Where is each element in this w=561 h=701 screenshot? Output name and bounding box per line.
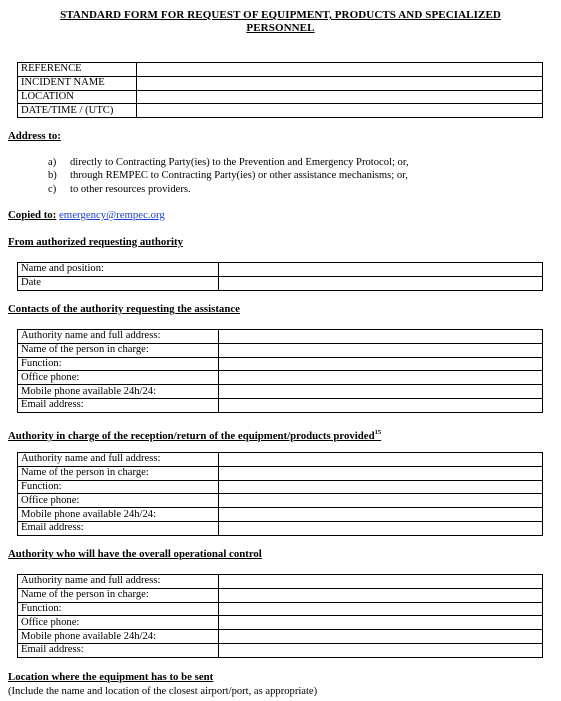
form-title-line-2: PERSONNEL bbox=[246, 22, 315, 34]
table-row bbox=[18, 263, 543, 277]
mobile-phone-label: Mobile phone available 24h/24: bbox=[18, 630, 219, 644]
table-row bbox=[18, 616, 543, 630]
mobile-phone-label: Mobile phone available 24h/24: bbox=[18, 508, 219, 522]
operational-heading: Authority who will have the overall operational control bbox=[8, 548, 262, 560]
mobile-phone-label: Mobile phone available 24h/24: bbox=[18, 385, 219, 399]
email-label: Email address: bbox=[18, 643, 219, 657]
mobile-phone-field[interactable] bbox=[219, 385, 543, 399]
function-label: Function: bbox=[18, 480, 219, 494]
office-phone-field[interactable] bbox=[219, 371, 543, 385]
email-field[interactable] bbox=[219, 521, 543, 535]
authority-name-label: Authority name and full address: bbox=[18, 453, 219, 467]
authorized-table bbox=[17, 262, 543, 291]
table-row bbox=[18, 602, 543, 616]
table-row bbox=[18, 630, 543, 644]
reception-table bbox=[17, 452, 543, 536]
address-to-heading: Address to: bbox=[8, 130, 61, 142]
function-field[interactable] bbox=[219, 480, 543, 494]
form-title-line-1: STANDARD FORM FOR REQUEST OF EQUIPMENT, PRODUCTS AND SPECIALIZED bbox=[60, 9, 501, 21]
function-label: Function: bbox=[18, 602, 219, 616]
table-row bbox=[18, 357, 543, 371]
reception-heading-text: Authority in charge of the reception/return of the equipment/products provided bbox=[8, 430, 375, 442]
authority-name-label: Authority name and full address: bbox=[18, 575, 219, 589]
office-phone-field[interactable] bbox=[219, 494, 543, 508]
table-row bbox=[18, 575, 543, 589]
table-row bbox=[18, 494, 543, 508]
table-row bbox=[18, 508, 543, 522]
incident-name-field[interactable] bbox=[137, 76, 543, 90]
function-label: Function: bbox=[18, 357, 219, 371]
list-item bbox=[48, 156, 409, 169]
datetime-field[interactable] bbox=[137, 104, 543, 118]
incident-name-label: INCIDENT NAME bbox=[18, 76, 137, 90]
authorized-heading: From authorized requesting authority bbox=[8, 236, 184, 248]
office-phone-field[interactable] bbox=[219, 616, 543, 630]
contacts-table bbox=[17, 329, 543, 413]
datetime-label: DATE/TIME / (UTC) bbox=[18, 104, 137, 118]
table-row bbox=[18, 330, 543, 344]
email-field[interactable] bbox=[219, 398, 543, 412]
copied-to-label: Copied to: bbox=[8, 209, 57, 221]
date-field[interactable] bbox=[219, 276, 543, 290]
list-item bbox=[48, 169, 409, 182]
office-phone-label: Office phone: bbox=[18, 494, 219, 508]
email-label: Email address: bbox=[18, 521, 219, 535]
location-label: LOCATION bbox=[18, 90, 137, 104]
table-row bbox=[18, 76, 543, 90]
authority-name-label: Authority name and full address: bbox=[18, 330, 219, 344]
operational-table bbox=[17, 574, 543, 658]
table-row bbox=[18, 398, 543, 412]
footnote-marker[interactable]: 15 bbox=[374, 429, 382, 436]
authority-name-field[interactable] bbox=[219, 453, 543, 467]
contacts-heading: Contacts of the authority requesting the assistance bbox=[8, 303, 240, 315]
table-row bbox=[18, 104, 543, 118]
list-text: directly to Contracting Party(ies) to the Prevention and Emergency Protocol; or, bbox=[70, 157, 409, 168]
table-row bbox=[18, 343, 543, 357]
function-field[interactable] bbox=[219, 357, 543, 371]
table-row bbox=[18, 371, 543, 385]
list-item bbox=[48, 183, 409, 196]
name-position-label: Name and position: bbox=[18, 263, 219, 277]
list-text: to other resources providers. bbox=[70, 183, 191, 195]
table-row bbox=[18, 521, 543, 535]
list-letter: b) bbox=[48, 170, 57, 182]
mobile-phone-field[interactable] bbox=[219, 508, 543, 522]
reception-heading bbox=[8, 426, 381, 443]
date-label: Date bbox=[18, 276, 219, 290]
table-row bbox=[18, 63, 543, 77]
address-to-list bbox=[48, 156, 409, 196]
person-in-charge-field[interactable] bbox=[219, 588, 543, 602]
reference-table bbox=[17, 62, 543, 118]
table-row bbox=[18, 453, 543, 467]
form-title bbox=[0, 9, 561, 35]
table-row bbox=[18, 588, 543, 602]
person-in-charge-label: Name of the person in charge: bbox=[18, 466, 219, 480]
table-row bbox=[18, 385, 543, 399]
copied-to-email-link[interactable]: emergency@rempec.org bbox=[59, 209, 165, 221]
table-row bbox=[18, 276, 543, 290]
email-label: Email address: bbox=[18, 398, 219, 412]
reference-label: REFERENCE bbox=[18, 63, 137, 77]
location-field[interactable] bbox=[137, 90, 543, 104]
list-letter: c) bbox=[48, 183, 57, 195]
person-in-charge-field[interactable] bbox=[219, 343, 543, 357]
person-in-charge-label: Name of the person in charge: bbox=[18, 588, 219, 602]
function-field[interactable] bbox=[219, 602, 543, 616]
table-row bbox=[18, 643, 543, 657]
table-row bbox=[18, 480, 543, 494]
table-row bbox=[18, 466, 543, 480]
name-position-field[interactable] bbox=[219, 263, 543, 277]
person-in-charge-field[interactable] bbox=[219, 466, 543, 480]
office-phone-label: Office phone: bbox=[18, 616, 219, 630]
table-row bbox=[18, 90, 543, 104]
reference-field[interactable] bbox=[137, 63, 543, 77]
office-phone-label: Office phone: bbox=[18, 371, 219, 385]
list-text: through REMPEC to Contracting Party(ies) or other assistance mechanisms; or, bbox=[70, 170, 408, 182]
location-heading: Location where the equipment has to be sent bbox=[8, 671, 214, 683]
copied-to-line bbox=[8, 209, 165, 222]
mobile-phone-field[interactable] bbox=[219, 630, 543, 644]
authority-name-field[interactable] bbox=[219, 330, 543, 344]
list-letter: a) bbox=[48, 157, 57, 168]
person-in-charge-label: Name of the person in charge: bbox=[18, 343, 219, 357]
location-note: (Include the name and location of the closest airport/port, as appropriate) bbox=[8, 686, 318, 697]
authority-name-field[interactable] bbox=[219, 575, 543, 589]
email-field[interactable] bbox=[219, 643, 543, 657]
